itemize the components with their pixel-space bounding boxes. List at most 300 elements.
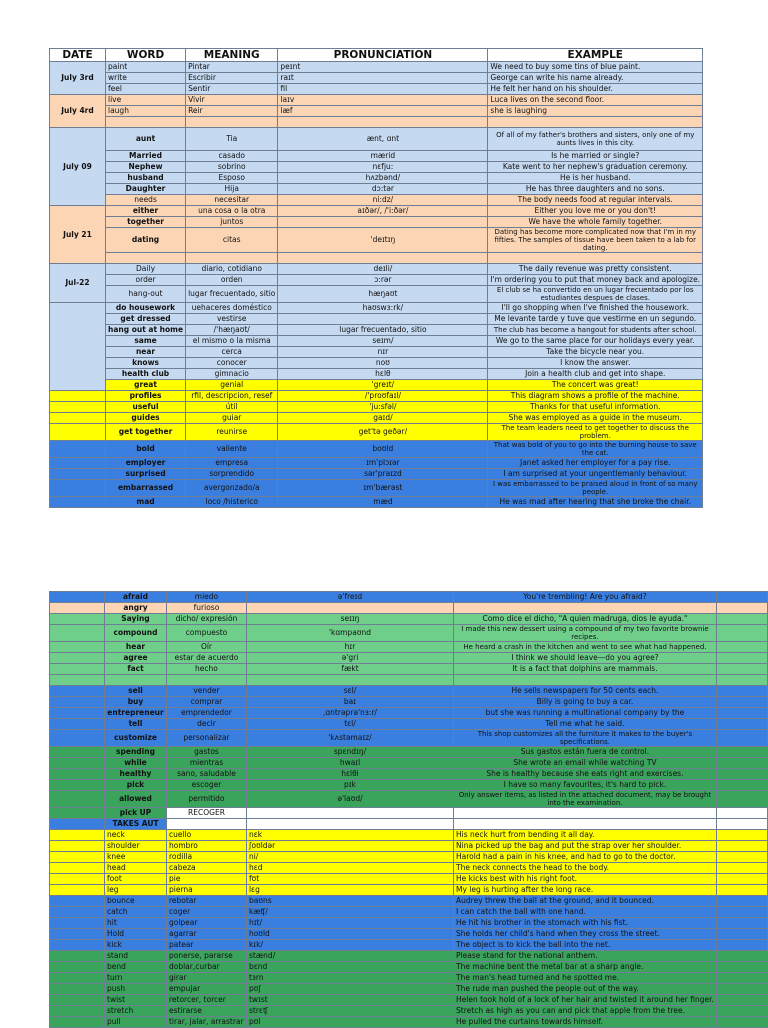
date-cell <box>50 686 105 697</box>
table-row <box>50 347 703 358</box>
meaning-cell: casado <box>186 151 278 162</box>
meaning-cell: Sentir <box>186 84 278 95</box>
extra-cell <box>716 874 767 885</box>
pronunciation-cell: dɔ:tər <box>278 184 488 195</box>
pronunciation-cell: ,ɑntrəprə'nɜ:r/ <box>246 708 453 719</box>
example-cell: Janet asked her employer for a pay rise. <box>488 458 703 469</box>
word-cell: push <box>105 984 167 995</box>
pronunciation-cell: ɪm'bærəst <box>278 480 488 497</box>
meaning-cell: Pintar <box>186 62 278 73</box>
date-cell <box>50 458 106 469</box>
word-cell: stretch <box>105 1006 167 1017</box>
word-cell: turn <box>105 973 167 984</box>
table-row <box>50 675 768 686</box>
table-row <box>50 769 768 780</box>
date-cell <box>50 653 105 664</box>
meaning-cell: hombro <box>166 841 246 852</box>
date-cell <box>50 719 105 730</box>
word-cell: order <box>106 275 186 286</box>
word-cell: get dressed <box>106 314 186 325</box>
word-cell: angry <box>105 603 167 614</box>
extra-cell <box>716 625 767 642</box>
date-cell <box>50 780 105 791</box>
table-row <box>50 162 703 173</box>
pronunciation-cell: hɛd <box>246 863 453 874</box>
example-cell: Dating has become more complicated now that I'm in my fifties. The samples of tissue have been taken to a lab for dating. <box>488 228 703 253</box>
meaning-cell: Esposo <box>186 173 278 184</box>
extra-cell <box>716 730 767 747</box>
table-row <box>50 217 703 228</box>
example-cell: The man's head turned and he spotted me. <box>454 973 717 984</box>
word-cell: Married <box>106 151 186 162</box>
meaning-cell <box>166 819 246 830</box>
meaning-cell: comprar <box>166 697 246 708</box>
example-cell: Luca lives on the second floor. <box>488 95 703 106</box>
pronunciation-cell: hʌzbənd/ <box>278 173 488 184</box>
table-row <box>50 73 703 84</box>
meaning-cell: golpear <box>166 918 246 929</box>
pronunciation-cell: ɔ:rər <box>278 275 488 286</box>
example-cell: Me levante tarde y tuve que vestirme en un segundo. <box>488 314 703 325</box>
table-row <box>50 325 703 336</box>
example-cell: He kicks best with his right foot. <box>454 874 717 885</box>
pronunciation-cell: spɛndɪŋ/ <box>246 747 453 758</box>
word-cell: entrepreneur <box>105 708 167 719</box>
example-cell: He was mad after hearing that she broke the chair. <box>488 497 703 508</box>
word-cell: TAKES AUT <box>105 819 167 830</box>
example-cell: Only answer items, as listed in the attached document, may be brought into the examination. <box>454 791 717 808</box>
meaning-cell: furioso <box>166 603 246 614</box>
date-cell <box>50 874 105 885</box>
extra-cell <box>716 907 767 918</box>
meaning-cell: permitido <box>166 791 246 808</box>
word-cell: shoulder <box>105 841 167 852</box>
example-cell: George can write his name already. <box>488 73 703 84</box>
meaning-cell: escoger <box>166 780 246 791</box>
meaning-cell: uehaceres doméstico <box>186 303 278 314</box>
example-cell: She holds her child's hand when they cross the street. <box>454 929 717 940</box>
extra-cell <box>716 642 767 653</box>
meaning-cell: rodilla <box>166 852 246 863</box>
table-row <box>50 929 768 940</box>
pronunciation-cell <box>278 253 488 264</box>
extra-cell <box>716 819 767 830</box>
example-cell: His neck hurt from bending it all day. <box>454 830 717 841</box>
example-cell: Stretch as high as you can and pick that apple from the tree. <box>454 1006 717 1017</box>
date-cell: July 21 <box>50 206 106 264</box>
date-cell <box>50 592 105 603</box>
example-cell: She was employed as a guide in the museum. <box>488 413 703 424</box>
example-cell: Nina picked up the bag and put the strap over her shoulder. <box>454 841 717 852</box>
pronunciation-cell: lugar frecuentado, sitio <box>278 325 488 336</box>
meaning-cell: dicho/ expresión <box>166 614 246 625</box>
extra-cell <box>716 1006 767 1017</box>
example-cell: I'll go shopping when I've finished the housework. <box>488 303 703 314</box>
pronunciation-cell: 'kɑmpaʊnd <box>246 625 453 642</box>
meaning-cell: estar de acuerdo <box>166 653 246 664</box>
table-row <box>50 918 768 929</box>
extra-cell <box>716 885 767 896</box>
vocabulary-table-1 <box>49 48 703 508</box>
pronunciation-cell: nɪr <box>278 347 488 358</box>
example-cell: I made this new dessert using a compound of my two favorite brownie recipes. <box>454 625 717 642</box>
example-cell: This shop customizes all the furniture it makes to the buyer's specifications. <box>454 730 717 747</box>
word-cell: paint <box>106 62 186 73</box>
extra-cell <box>716 918 767 929</box>
date-cell <box>50 962 105 973</box>
example-cell: The body needs food at regular intervals. <box>488 195 703 206</box>
pronunciation-cell: gaɪd/ <box>278 413 488 424</box>
meaning-cell <box>186 253 278 264</box>
table-row <box>50 830 768 841</box>
example-cell: I can catch the ball with one hand. <box>454 907 717 918</box>
extra-cell <box>716 664 767 675</box>
word-cell: neck <box>105 830 167 841</box>
word-cell: pick <box>105 780 167 791</box>
word-cell: either <box>106 206 186 217</box>
pronunciation-cell: sɛl/ <box>246 686 453 697</box>
pronunciation-cell: lɛg <box>246 885 453 896</box>
extra-cell <box>716 747 767 758</box>
table-row <box>50 686 768 697</box>
meaning-cell: Reir <box>186 106 278 117</box>
example-cell: He sells newspapers for 50 cents each. <box>454 686 717 697</box>
table-row <box>50 195 703 206</box>
word-cell: catch <box>105 907 167 918</box>
pronunciation-cell: 'kʌstəmaɪz/ <box>246 730 453 747</box>
meaning-cell: Escribir <box>186 73 278 84</box>
example-cell: she is laughing <box>488 106 703 117</box>
example-cell: Is he married or single? <box>488 151 703 162</box>
example-cell: We go to the same place for our holidays every year. <box>488 336 703 347</box>
word-cell: write <box>106 73 186 84</box>
word-cell: bounce <box>105 896 167 907</box>
word-cell: feel <box>106 84 186 95</box>
pronunciation-cell: pʊl <box>246 1017 453 1028</box>
example-cell: but she was running a multinational company by the <box>454 708 717 719</box>
example-cell: The machine bent the metal bar at a sharp angle. <box>454 962 717 973</box>
table-row <box>50 819 768 830</box>
pronunciation-cell: kɪk/ <box>246 940 453 951</box>
pronunciation-cell: baʊns <box>246 896 453 907</box>
date-cell <box>50 625 105 642</box>
meaning-cell: empresa <box>186 458 278 469</box>
meaning-cell: patear <box>166 940 246 951</box>
pronunciation-cell: get'tə geðər/ <box>278 424 488 441</box>
example-cell: He is her husband. <box>488 173 703 184</box>
meaning-cell: avergonzado/a <box>186 480 278 497</box>
table-row <box>50 469 703 480</box>
word-cell: hit <box>105 918 167 929</box>
date-cell <box>50 940 105 951</box>
table-row <box>50 228 703 253</box>
word-cell: fact <box>105 664 167 675</box>
table-row <box>50 424 703 441</box>
example-cell: My leg is hurting after the long race. <box>454 885 717 896</box>
meaning-cell: agarrar <box>166 929 246 940</box>
example-cell: The concert was great! <box>488 380 703 391</box>
table-row <box>50 497 703 508</box>
pronunciation-cell: aɪðər/, /'i:ðər/ <box>278 206 488 217</box>
word-cell: foot <box>105 874 167 885</box>
table-row <box>50 62 703 73</box>
date-cell: July 3rd <box>50 62 106 95</box>
word-cell: knows <box>106 358 186 369</box>
pronunciation-cell: baɪ <box>246 697 453 708</box>
meaning-cell: hecho <box>166 664 246 675</box>
date-cell <box>50 402 106 413</box>
pronunciation-cell: hwaɪl <box>246 758 453 769</box>
date-cell <box>50 885 105 896</box>
table-row <box>50 184 703 195</box>
word-cell <box>106 117 186 128</box>
meaning-cell: Hija <box>186 184 278 195</box>
date-cell <box>50 852 105 863</box>
extra-cell <box>716 1017 767 1028</box>
date-cell <box>50 1017 105 1028</box>
pronunciation-cell: ɪm'plɔɪər <box>278 458 488 469</box>
table-row <box>50 984 768 995</box>
word-cell: buy <box>105 697 167 708</box>
pronunciation-cell: hɪr <box>246 642 453 653</box>
table-row <box>50 625 768 642</box>
table-row <box>50 747 768 758</box>
table-row <box>50 973 768 984</box>
table-row <box>50 592 768 603</box>
example-cell: I'm ordering you to put that money back and apologize. <box>488 275 703 286</box>
table-row <box>50 708 768 719</box>
word-cell: hang-out <box>106 286 186 303</box>
meaning-cell: necesitar <box>186 195 278 206</box>
extra-cell <box>716 973 767 984</box>
word-cell: mad <box>106 497 186 508</box>
example-cell: Sus gastos están fuera de control. <box>454 747 717 758</box>
pronunciation-cell <box>246 819 453 830</box>
extra-cell <box>716 592 767 603</box>
meaning-cell: valiente <box>186 441 278 458</box>
table-row <box>50 206 703 217</box>
date-cell <box>50 830 105 841</box>
extra-cell <box>716 653 767 664</box>
word-cell: Hold <box>105 929 167 940</box>
header-word: WORD <box>106 49 186 62</box>
example-cell: Of all of my father's brothers and sisters, only one of my aunts lives in this city. <box>488 128 703 151</box>
meaning-cell: pierna <box>166 885 246 896</box>
pronunciation-cell: hɪt/ <box>246 918 453 929</box>
example-cell: Helen took hold of a lock of her hair and twisted it around her finger. <box>454 995 717 1006</box>
example-cell <box>454 819 717 830</box>
pronunciation-cell: tɛl/ <box>246 719 453 730</box>
example-cell: Billy is going to buy a car. <box>454 697 717 708</box>
meaning-cell: vender <box>166 686 246 697</box>
meaning-cell: orden <box>186 275 278 286</box>
pronunciation-cell: fʊt <box>246 874 453 885</box>
table-row <box>50 962 768 973</box>
pronunciation-cell: kæʧ/ <box>246 907 453 918</box>
pronunciation-cell <box>278 314 488 325</box>
example-cell <box>454 603 717 614</box>
example-cell: I have so many favourites, it's hard to pick. <box>454 780 717 791</box>
meaning-cell: cuello <box>166 830 246 841</box>
pronunciation-cell: seɪɪŋ <box>246 614 453 625</box>
pronunciation-cell: ə'gri <box>246 653 453 664</box>
word-cell: bend <box>105 962 167 973</box>
extra-cell <box>716 791 767 808</box>
example-cell: He heard a crash in the kitchen and went to see what had happened. <box>454 642 717 653</box>
word-cell: agree <box>105 653 167 664</box>
table-row <box>50 84 703 95</box>
word-cell: pull <box>105 1017 167 1028</box>
table-row <box>50 885 768 896</box>
example-cell: We have the whole family together. <box>488 217 703 228</box>
pronunciation-cell: stænd/ <box>246 951 453 962</box>
table-row <box>50 95 703 106</box>
word-cell: Daily <box>106 264 186 275</box>
table-row <box>50 730 768 747</box>
header-row <box>50 49 703 62</box>
example-cell: The daily revenue was pretty consistent. <box>488 264 703 275</box>
meaning-cell: guiar <box>186 413 278 424</box>
extra-cell <box>716 697 767 708</box>
meaning-cell: empujar <box>166 984 246 995</box>
extra-cell <box>716 940 767 951</box>
pronunciation-cell: strɛʧ <box>246 1006 453 1017</box>
example-cell: He has three daughters and no sons. <box>488 184 703 195</box>
meaning-cell: tirar, jalar, arrastrar <box>166 1017 246 1028</box>
pronunciation-cell: hɛlθ <box>278 369 488 380</box>
meaning-cell: reunirse <box>186 424 278 441</box>
word-cell: pick UP <box>105 808 167 819</box>
meaning-cell: mientras <box>166 758 246 769</box>
pronunciation-cell: ænt, ɑnt <box>278 128 488 151</box>
example-cell: I am surprised at your ungentlemanly behaviour. <box>488 469 703 480</box>
example-cell: You're trembling! Are you afraid? <box>454 592 717 603</box>
date-cell <box>50 918 105 929</box>
pronunciation-cell: bɛnd <box>246 962 453 973</box>
table-row <box>50 852 768 863</box>
pronunciation-cell: nɛk <box>246 830 453 841</box>
table-row <box>50 402 703 413</box>
pronunciation-cell: hæŋaʊt <box>278 286 488 303</box>
meaning-cell: emprendedor <box>166 708 246 719</box>
word-cell: aunt <box>106 128 186 151</box>
example-cell: He pulled the curtains towards himself. <box>454 1017 717 1028</box>
table-row <box>50 480 703 497</box>
meaning-cell: estirarse <box>166 1006 246 1017</box>
table-row <box>50 697 768 708</box>
meaning-cell: /'hæŋaʊt/ <box>186 325 278 336</box>
table-row <box>50 253 703 264</box>
meaning-cell: citas <box>186 228 278 253</box>
pronunciation-cell: 'ju:sfəl/ <box>278 402 488 413</box>
pronunciation-cell: laɪv <box>278 95 488 106</box>
table-row <box>50 940 768 951</box>
example-cell: Harold had a pain in his knee, and had to go to the doctor. <box>454 852 717 863</box>
meaning-cell <box>166 675 246 686</box>
extra-cell <box>716 675 767 686</box>
pronunciation-cell: seɪm/ <box>278 336 488 347</box>
word-cell: sell <box>105 686 167 697</box>
pronunciation-cell: mærid <box>278 151 488 162</box>
extra-cell <box>716 686 767 697</box>
meaning-cell: lugar frecuentado, sitio <box>186 286 278 303</box>
word-cell: health club <box>106 369 186 380</box>
date-cell <box>50 480 106 497</box>
example-cell: Either you love me or you don't! <box>488 206 703 217</box>
date-cell <box>50 497 106 508</box>
example-cell: The neck connects the head to the body. <box>454 863 717 874</box>
example-cell <box>488 253 703 264</box>
pronunciation-cell: 'deɪtɪŋ <box>278 228 488 253</box>
extra-cell <box>716 808 767 819</box>
extra-cell <box>716 984 767 995</box>
example-cell: El club se ha convertido en un lugar frecuentado por los estudiantes despues de clases. <box>488 286 703 303</box>
date-cell <box>50 973 105 984</box>
pronunciation-cell <box>278 117 488 128</box>
example-cell: Take the bicycle near you. <box>488 347 703 358</box>
extra-cell <box>716 708 767 719</box>
table-row <box>50 458 703 469</box>
extra-cell <box>716 758 767 769</box>
word-cell: spending <box>105 747 167 758</box>
table-row <box>50 874 768 885</box>
date-cell <box>50 664 105 675</box>
meaning-cell: doblar,curbar <box>166 962 246 973</box>
date-cell: Jul-22 <box>50 264 106 303</box>
date-cell <box>50 697 105 708</box>
word-cell: customize <box>105 730 167 747</box>
pronunciation-cell: læf <box>278 106 488 117</box>
date-cell: July 4rd <box>50 95 106 128</box>
extra-cell <box>716 603 767 614</box>
meaning-cell: rebotar <box>166 896 246 907</box>
word-cell <box>105 675 167 686</box>
example-cell: I was embarrassed to be praised aloud in front of so many people. <box>488 480 703 497</box>
example-cell: He hit his brother in the stomach with his fist. <box>454 918 717 929</box>
example-cell: It is a fact that dolphins are mammals. <box>454 664 717 675</box>
meaning-cell: compuesto <box>166 625 246 642</box>
table-row <box>50 1017 768 1028</box>
date-cell <box>50 730 105 747</box>
date-cell <box>50 675 105 686</box>
table-row <box>50 780 768 791</box>
meaning-cell: gastos <box>166 747 246 758</box>
date-cell <box>50 1006 105 1017</box>
example-cell: Kate went to her nephew's graduation ceremony. <box>488 162 703 173</box>
word-cell: leg <box>105 885 167 896</box>
pronunciation-cell: /'proʊfaɪl/ <box>278 391 488 402</box>
meaning-cell: sano, saludable <box>166 769 246 780</box>
extra-cell <box>716 896 767 907</box>
table-row <box>50 995 768 1006</box>
word-cell <box>106 253 186 264</box>
date-cell <box>50 642 105 653</box>
table-row <box>50 653 768 664</box>
date-cell <box>50 441 106 458</box>
word-cell: great <box>106 380 186 391</box>
meaning-cell: sobrino <box>186 162 278 173</box>
pronunciation-cell: fækt <box>246 664 453 675</box>
date-cell <box>50 841 105 852</box>
example-cell: This diagram shows a profile of the machine. <box>488 391 703 402</box>
header-example: EXAMPLE <box>488 49 703 62</box>
example-cell: We need to buy some tins of blue paint. <box>488 62 703 73</box>
pronunciation-cell: noʊ <box>278 358 488 369</box>
example-cell: Audrey threw the ball at the ground, and it bounced. <box>454 896 717 907</box>
table-row <box>50 303 703 314</box>
extra-cell <box>716 841 767 852</box>
date-cell <box>50 896 105 907</box>
